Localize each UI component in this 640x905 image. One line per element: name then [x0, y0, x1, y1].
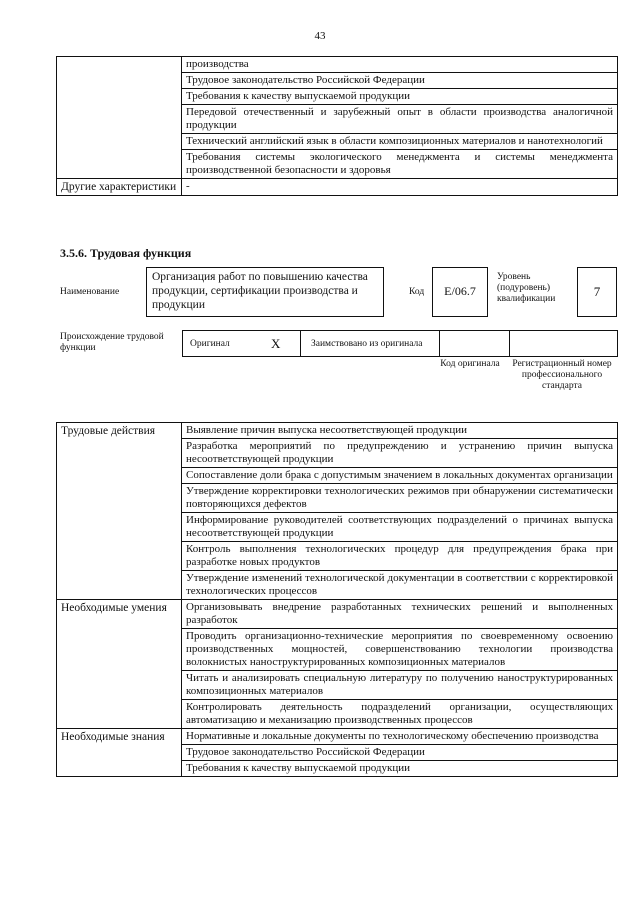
competency-table-continued	[56, 56, 618, 196]
row-label-skills: Необходимые умения	[57, 600, 182, 729]
table-cell: Читать и анализировать специальную литературу по получению наноструктурированных композиционных материалов	[182, 671, 618, 700]
table-cell: Трудовое законодательство Российской Федерации	[182, 745, 618, 761]
origin-label: Происхождение трудовой функции	[60, 332, 164, 353]
origin-box	[182, 330, 618, 357]
original-mark: X	[271, 336, 281, 351]
code-value: E/06.7	[444, 284, 476, 298]
table-cell: -	[182, 179, 618, 196]
table-row	[57, 57, 618, 73]
row-label-other: Другие характеристики	[57, 179, 182, 196]
table-cell: Утверждение изменений технологической документации в соответствии с корректировкой технологических процессов	[182, 571, 618, 600]
reg-number-caption: Регистрационный номер профессионального стандарта	[512, 359, 612, 391]
table-cell: Контролировать деятельность подразделений организации, осуществляющих автоматизацию и механизацию производственных процессов	[182, 700, 618, 729]
name-label: Наименование	[60, 287, 120, 297]
table-cell: Передовой отечественный и зарубежный опыт в области производства аналогичной продукции	[182, 105, 618, 134]
table-row	[57, 600, 618, 629]
page-number: 43	[314, 30, 326, 42]
table-cell: Трудовое законодательство Российской Федерации	[182, 73, 618, 89]
table-cell: Требования к качеству выпускаемой продукции	[182, 89, 618, 105]
table-cell: Разработка мероприятий по предупреждению и устранению причин выпуска несоответствующей продукции	[182, 439, 618, 468]
table-cell: Выявление причин выпуска несоответствующей продукции	[182, 423, 618, 439]
borrowed-label: Заимствовано из оригинала	[311, 339, 423, 349]
code-original-caption: Код оригинала	[440, 359, 500, 369]
level-label: Уровень (подуровень) квалификации	[497, 272, 556, 304]
function-name: Организация работ по повышению качества продукции, сертификации производства и продукции	[152, 271, 368, 311]
table-cell: Технический английский язык в области композиционных материалов и нанотехнологий	[182, 134, 618, 150]
table-cell: Нормативные и локальные документы по технологическому обеспечению производства	[182, 729, 618, 745]
table-row	[57, 729, 618, 745]
competency-table	[56, 422, 618, 777]
row-label-empty	[57, 57, 182, 179]
table-cell: Организовывать внедрение разработанных технических решений и выполненных разработок	[182, 600, 618, 629]
table-cell: Требования системы экологического менеджмента и системы менеджмента производственной безопасности и здоровья	[182, 150, 618, 179]
level-value: 7	[593, 284, 601, 299]
table-row	[57, 423, 618, 439]
divider	[439, 331, 440, 356]
function-name-box	[146, 267, 384, 317]
row-label-knowledge: Необходимые знания	[57, 729, 182, 777]
code-box	[432, 267, 488, 317]
divider	[509, 331, 510, 356]
code-label: Код	[409, 287, 425, 297]
section-heading: 3.5.6. Трудовая функция	[60, 246, 192, 260]
table-cell: Требования к качеству выпускаемой продукции	[182, 761, 618, 777]
divider	[300, 331, 301, 356]
table-cell: Контроль выполнения технологических процедур для предупреждения брака при разработке новых продуктов	[182, 542, 618, 571]
table-row	[57, 179, 618, 196]
table-cell: Сопоставление доли брака с допустимым значением в локальных документах организации	[182, 468, 618, 484]
table-cell: производства	[182, 57, 618, 73]
table-cell: Информирование руководителей соответствующих подразделений о причинах выпуска несоответствующей продукции	[182, 513, 618, 542]
level-box	[577, 267, 617, 317]
original-label: Оригинал	[190, 339, 230, 349]
row-label-actions: Трудовые действия	[57, 423, 182, 600]
table-cell: Проводить организационно-технические мероприятия по своевременному освоению производственных мощностей, совершенствованию технологии производства волокнистых наноструктурированных композиционных материалов	[182, 629, 618, 671]
table-cell: Утверждение корректировки технологических режимов при обнаружении систематически повторяющихся дефектов	[182, 484, 618, 513]
